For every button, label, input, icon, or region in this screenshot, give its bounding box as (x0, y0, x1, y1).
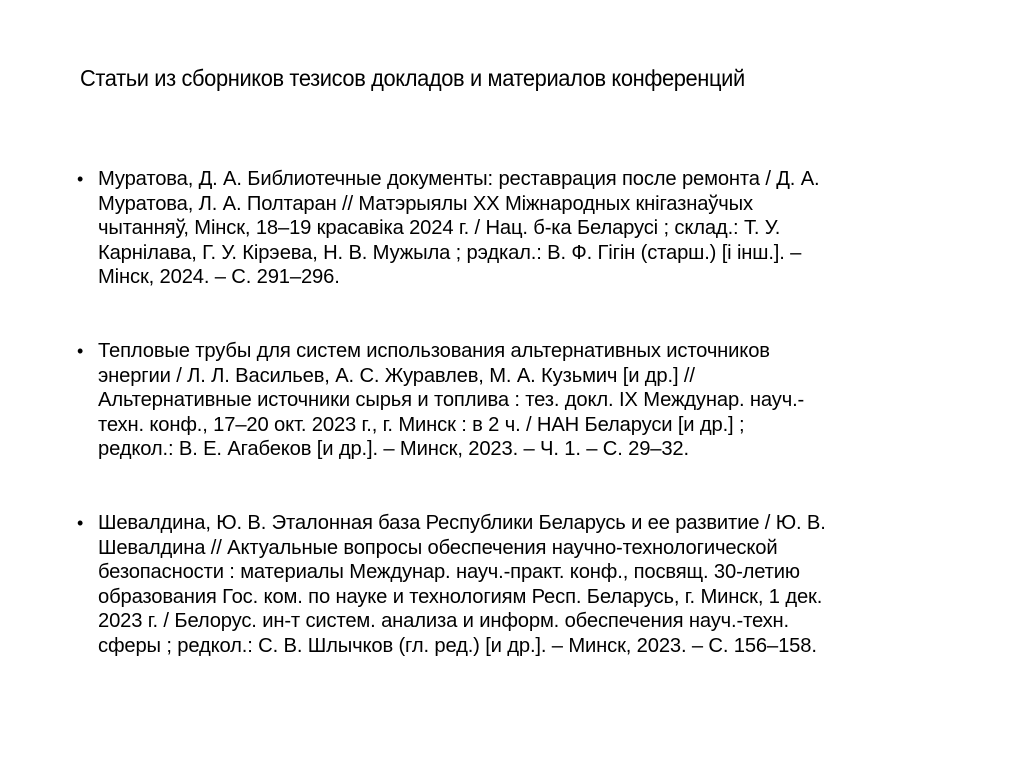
bullet-icon: • (77, 169, 84, 189)
reference-item-2 (74, 339, 954, 462)
reference-item-1 (74, 167, 954, 290)
reference-line: Мінск, 2024. – С. 291–296. (98, 266, 340, 288)
reference-line: Шевалдина, Ю. В. Эталонная база Республики Беларусь и ее развитие / Ю. В. (98, 512, 826, 534)
reference-line: техн. конф., 17–20 окт. 2023 г., г. Минск : в 2 ч. / НАН Беларуси [и др.] ; (98, 413, 745, 436)
reference-line: Альтернативные источники сырья и топлива : тез. докл. IX Междунар. науч.- (98, 389, 805, 411)
slide-title: Статьи из сборников тезисов докладов и материалов конференций (80, 65, 745, 91)
reference-text (98, 511, 954, 658)
reference-line: Муратова, Л. А. Полтаран // Матэрыялы XX Міжнародных кнігазнаўчых (98, 192, 753, 215)
reference-line: сферы ; редкол.: С. В. Шлычков (гл. ред.) [и др.]. – Минск, 2023. – С. 156–158. (98, 634, 817, 657)
reference-item-3 (74, 511, 954, 658)
reference-line: Муратова, Д. А. Библиотечные документы: реставрация после ремонта / Д. А. (98, 168, 820, 190)
bullet-icon: • (77, 341, 84, 361)
reference-line: Тепловые трубы для систем использования альтернативных источников (98, 340, 770, 362)
reference-line: образования Гос. ком. по науке и технологиям Респ. Беларусь, г. Минск, 1 дек. (98, 585, 823, 608)
reference-line: Карнілава, Г. У. Кірэева, Н. В. Мужыла ; рэдкал.: В. Ф. Гігін (старш.) [і інш.]. – (98, 241, 802, 264)
reference-text (98, 339, 954, 462)
reference-line: Шевалдина // Актуальные вопросы обеспечения научно-технологической (98, 536, 778, 559)
reference-line: энергии / Л. Л. Васильев, А. С. Журавлев, М. А. Кузьмич [и др.] // (98, 364, 695, 387)
reference-line: безопасности : материалы Междунар. науч.-практ. конф., посвящ. 30-летию (98, 561, 800, 583)
reference-line: редкол.: В. Е. Агабеков [и др.]. – Минск, 2023. – Ч. 1. – С. 29–32. (98, 438, 689, 460)
reference-line: 2023 г. / Белорус. ин-т систем. анализа и информ. обеспечения науч.-техн. (98, 610, 789, 632)
reference-line: чытанняў, Мінск, 18–19 красавіка 2024 г. / Нац. б-ка Беларусі ; склад.: Т. У. (98, 217, 781, 239)
reference-text (98, 167, 954, 290)
bullet-icon: • (77, 513, 84, 533)
